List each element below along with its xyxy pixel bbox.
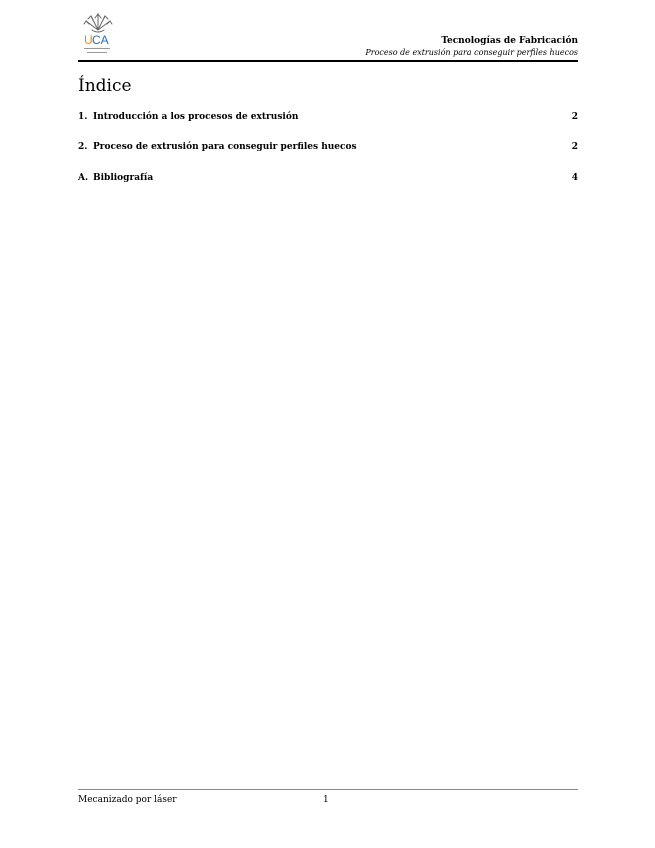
toc-entry-page[interactable]: 4	[571, 173, 578, 183]
toc-entry-label[interactable]: Bibliografía	[93, 173, 154, 183]
toc-entry-label[interactable]: Introducción a los procesos de extrusión	[93, 112, 299, 122]
footer-page-number: 1	[323, 795, 329, 805]
toc-entry[interactable]	[78, 172, 578, 184]
header-course-title: Tecnologías de Fabricación	[441, 36, 578, 46]
toc-entry-label[interactable]: Proceso de extrusión para conseguir perfiles huecos	[93, 142, 357, 152]
logo-letter-u: U	[84, 33, 93, 47]
toc-entry-page[interactable]: 2	[571, 112, 578, 122]
toc-heading: Índice	[78, 76, 132, 96]
toc-entry-number: A.	[78, 173, 89, 183]
footer-rule	[78, 789, 578, 790]
toc-entry-number: 2.	[78, 142, 88, 152]
header-rule	[78, 60, 578, 62]
toc-entry-page[interactable]: 2	[571, 142, 578, 152]
logo-letters-ca: CA	[92, 33, 109, 47]
toc-entry-number: 1.	[78, 112, 88, 122]
footer-document-title: Mecanizado por láser	[78, 795, 177, 805]
header-document-subtitle: Proceso de extrusión para conseguir perfiles huecos	[365, 48, 578, 57]
toc-entry[interactable]	[78, 141, 578, 153]
toc-entry[interactable]	[78, 111, 578, 123]
uca-logo-icon	[78, 8, 118, 58]
running-header	[365, 36, 578, 58]
